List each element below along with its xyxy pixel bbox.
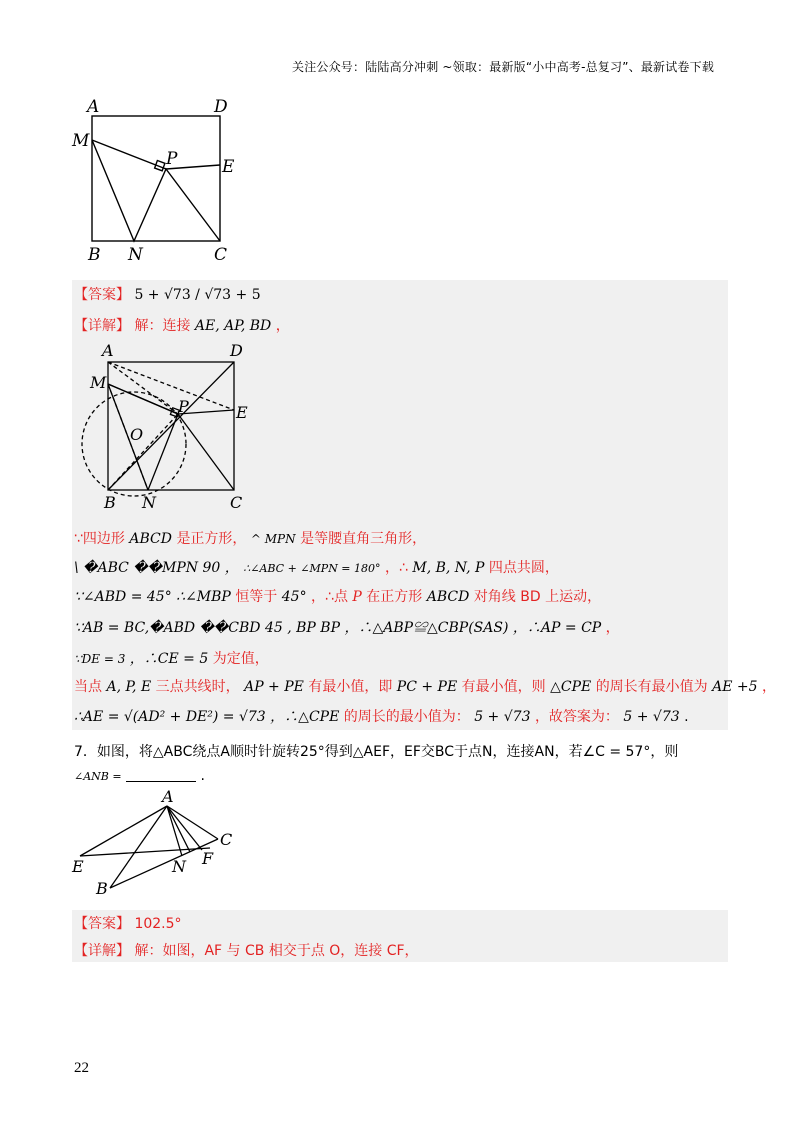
label-f-3: F <box>202 849 214 868</box>
label-n-3: N <box>172 857 186 876</box>
answer-line-1 <box>74 284 261 304</box>
detail-7-line <box>74 940 419 960</box>
text: 的周长的最小值为： <box>343 709 470 725</box>
math: ABCD <box>129 531 172 547</box>
label-c: C <box>214 245 228 265</box>
solution-line-2 <box>74 557 559 577</box>
detail-tag: 【详解】 <box>74 318 130 334</box>
math: A, P, E <box>106 679 152 695</box>
answer-7-line <box>74 913 182 933</box>
square-abcd <box>92 116 220 241</box>
math: ABCD <box>426 589 470 605</box>
solution-line-1 <box>74 528 426 548</box>
label-a-2: A <box>102 341 114 360</box>
detail-intro: 解：连接 <box>134 318 191 334</box>
math: ∠ANB = <box>74 770 122 783</box>
solution-line-6 <box>74 676 776 696</box>
label-d-2: D <box>230 341 243 360</box>
detail-tag: 【详解】 <box>74 943 130 959</box>
label-b-3: B <box>96 879 108 898</box>
math: 5 + √73 <box>474 709 531 725</box>
label-e-3: E <box>72 857 84 876</box>
math: ，∴△CPE <box>270 709 340 725</box>
math: ∴AE = √(AD² + DE²) = √73 <box>74 709 266 725</box>
math: ∴∠ABC + ∠MPN = 180° <box>243 562 381 575</box>
label-c-2: C <box>230 493 243 512</box>
label-p-2: P <box>178 397 189 416</box>
label-e-2: E <box>236 403 248 422</box>
page-number: 22 <box>74 1060 89 1076</box>
text: 三点共线时， <box>155 679 240 695</box>
detail-intro-end: ， <box>275 318 290 334</box>
detail-intro-math: AE, AP, BD <box>194 318 272 334</box>
math: 5 + √73 <box>623 709 680 725</box>
text: 的周长有最小值为 <box>595 679 708 695</box>
solution-line-3 <box>74 586 601 606</box>
label-b-2: B <box>104 493 116 512</box>
text: 上运动， <box>545 589 602 605</box>
text: BD <box>520 589 541 605</box>
text: 有最小值，即 <box>308 679 393 695</box>
figure-square-mpn <box>70 92 250 267</box>
text: 四点共圆， <box>488 560 559 576</box>
answer-tag: 【答案】 <box>74 916 130 932</box>
label-o-2: O <box>130 425 144 444</box>
text: 有最小值，则 <box>461 679 546 695</box>
math: AE +5 <box>712 679 758 695</box>
solution-line-5 <box>74 648 269 668</box>
solution-line-7 <box>74 706 689 726</box>
label-p: P <box>166 149 178 169</box>
label-c-3: C <box>220 830 233 849</box>
label-b: B <box>88 245 101 265</box>
math: ，∴AP = CP <box>512 620 602 636</box>
answer-value: 5 + √73 / √73 + 5 <box>134 287 261 303</box>
label-e: E <box>222 157 235 177</box>
answer-value: 102.5° <box>134 916 182 932</box>
math: ∵AB = BC,�ABD ��CBD 45 , BP BP <box>74 620 340 636</box>
text: ， <box>762 679 777 695</box>
label-m-2: M <box>90 373 107 392</box>
math: 45° <box>281 589 307 605</box>
math: AP + PE <box>244 679 304 695</box>
answer-blank <box>126 769 196 782</box>
math: \ �ABC ��MPN 90 ， <box>74 560 239 576</box>
text: ，∴点 <box>311 589 348 605</box>
text: ，故答案为： <box>534 709 619 725</box>
label-a: A <box>87 97 100 117</box>
text: ∵四边形 <box>74 531 125 547</box>
label-m: M <box>72 131 90 151</box>
detail-line-1 <box>74 315 290 335</box>
right-angle-mark <box>155 161 165 171</box>
answer-tag: 【答案】 <box>74 287 130 303</box>
question-7-line-2 <box>74 768 205 784</box>
math: M, B, N, P <box>412 560 485 576</box>
math: P <box>352 589 362 605</box>
math: △CPE <box>550 679 592 695</box>
text: 当点 <box>74 679 102 695</box>
math: ∴∠MBP <box>176 589 231 605</box>
label-d: D <box>214 97 228 117</box>
figure-solution-circle <box>70 340 270 515</box>
text: 为定值， <box>212 651 269 667</box>
math: ∵DE = 3 <box>74 652 126 666</box>
math: PC + PE <box>396 679 458 695</box>
label-n: N <box>128 245 143 265</box>
text: ， <box>605 620 620 636</box>
text: 是等腰直角三角形， <box>300 531 427 547</box>
label-a-3: A <box>162 790 174 806</box>
text: 对角线 <box>473 589 516 605</box>
figure-rotation <box>70 790 245 900</box>
solution-line-4 <box>74 617 620 637</box>
page-header: 关注公众号：陆陆高分冲刺 ~领取：最新版“小中高考-总复习”、最新试卷下载 <box>292 60 715 74</box>
math: ∵∠ABD = 45° <box>74 589 172 605</box>
detail-text: 解：如图，AF 与 CB 相交于点 O，连接 CF， <box>134 943 419 959</box>
question-7-line-1: 7．如图，将△ABC绕点A顺时针旋转25°得到△AEF，EF交BC于点N，连接AN，若∠C = 57°，则 <box>74 744 679 760</box>
segments-mnpc <box>92 140 220 241</box>
math: ，∴CE = 5 <box>129 651 209 667</box>
text: 恒等于 <box>235 589 278 605</box>
math: ^ MPN <box>250 532 296 546</box>
math: ，∴△ABP≌△CBP(SAS) <box>344 620 509 636</box>
text: . <box>200 768 205 784</box>
text: . <box>684 709 689 725</box>
text: ，∴ <box>384 560 408 576</box>
text: 在正方形 <box>366 589 423 605</box>
text: 是正方形， <box>176 531 247 547</box>
label-n-2: N <box>142 493 156 512</box>
